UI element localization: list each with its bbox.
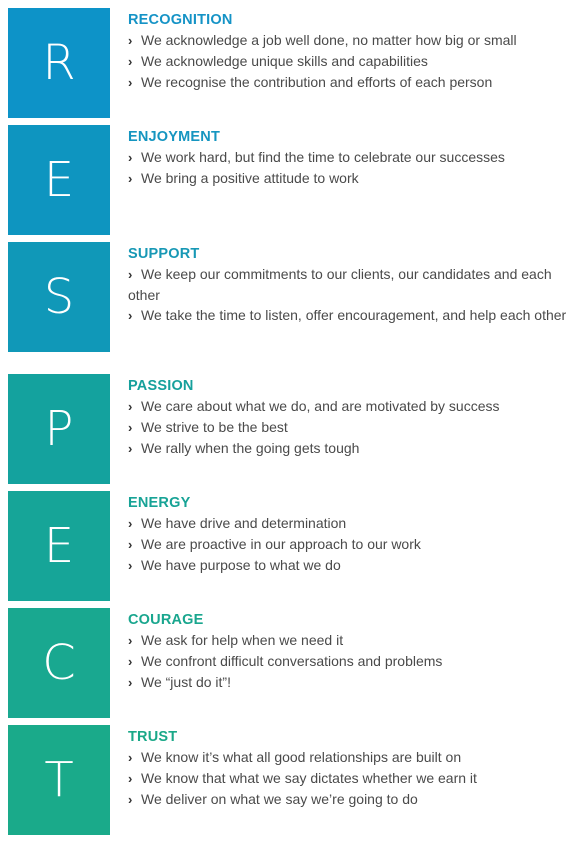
chevron-right-icon: ›	[128, 420, 133, 435]
value-content	[128, 377, 568, 459]
point-text: We confront difficult conversations and problems	[141, 653, 443, 669]
chevron-right-icon: ›	[128, 633, 133, 648]
letter-tile: P	[8, 374, 110, 484]
list-item	[128, 147, 568, 168]
chevron-right-icon: ›	[128, 54, 133, 69]
value-title: PASSION	[128, 378, 194, 394]
value-points	[128, 513, 568, 576]
point-text: We deliver on what we say we’re going to do	[141, 791, 418, 807]
chevron-right-icon: ›	[128, 750, 133, 765]
list-item	[128, 747, 568, 768]
chevron-right-icon: ›	[128, 267, 133, 282]
value-title: RECOGNITION	[128, 12, 233, 28]
letter-tile: E	[8, 125, 110, 235]
value-points	[128, 396, 568, 459]
value-points	[128, 264, 568, 326]
list-item	[128, 789, 568, 810]
chevron-right-icon: ›	[128, 171, 133, 186]
point-text: We rally when the going gets tough	[141, 440, 360, 456]
chevron-right-icon: ›	[128, 33, 133, 48]
point-text: We are proactive in our approach to our work	[141, 536, 421, 552]
point-text: We have purpose to what we do	[141, 557, 341, 573]
letter-tile: S	[8, 242, 110, 352]
point-text: We work hard, but find the time to celebrate our successes	[141, 149, 505, 165]
point-text: We bring a positive attitude to work	[141, 170, 359, 186]
value-content	[128, 728, 568, 810]
value-title: ENJOYMENT	[128, 129, 221, 145]
chevron-right-icon: ›	[128, 771, 133, 786]
point-text: We keep our commitments to our clients, our candidates and each other	[128, 266, 552, 303]
value-content	[128, 11, 568, 93]
value-points	[128, 630, 568, 693]
value-title: ENERGY	[128, 495, 191, 511]
point-text: We ask for help when we need it	[141, 632, 344, 648]
chevron-right-icon: ›	[128, 399, 133, 414]
point-text: We know that what we say dictates whether we earn it	[141, 770, 477, 786]
chevron-right-icon: ›	[128, 75, 133, 90]
letter-tile: E	[8, 491, 110, 601]
chevron-right-icon: ›	[128, 675, 133, 690]
point-text: We “just do it”!	[141, 674, 231, 690]
list-item	[128, 168, 568, 189]
chevron-right-icon: ›	[128, 537, 133, 552]
letter-tile: R	[8, 8, 110, 118]
list-item	[128, 305, 568, 326]
value-points	[128, 30, 568, 93]
list-item	[128, 264, 568, 305]
value-content	[128, 611, 568, 693]
value-title: SUPPORT	[128, 246, 200, 262]
chevron-right-icon: ›	[128, 441, 133, 456]
point-text: We know it’s what all good relationships are built on	[141, 749, 462, 765]
list-item	[128, 630, 568, 651]
list-item	[128, 30, 568, 51]
list-item	[128, 72, 568, 93]
point-text: We acknowledge unique skills and capabilities	[141, 53, 428, 69]
list-item	[128, 417, 568, 438]
value-title: COURAGE	[128, 612, 204, 628]
list-item	[128, 651, 568, 672]
point-text: We recognise the contribution and efforts of each person	[141, 74, 493, 90]
list-item	[128, 51, 568, 72]
chevron-right-icon: ›	[128, 792, 133, 807]
value-points	[128, 147, 568, 189]
letter-tile: C	[8, 608, 110, 718]
chevron-right-icon: ›	[128, 516, 133, 531]
point-text: We have drive and determination	[141, 515, 347, 531]
value-content	[128, 128, 568, 189]
list-item	[128, 555, 568, 576]
list-item	[128, 534, 568, 555]
letter-tile: T	[8, 725, 110, 835]
list-item	[128, 768, 568, 789]
point-text: We take the time to listen, offer encouragement, and help each other	[141, 307, 567, 323]
list-item	[128, 672, 568, 693]
value-points	[128, 747, 568, 810]
point-text: We care about what we do, and are motivated by success	[141, 398, 500, 414]
chevron-right-icon: ›	[128, 150, 133, 165]
list-item	[128, 513, 568, 534]
list-item	[128, 438, 568, 459]
value-content	[128, 245, 568, 326]
list-item	[128, 396, 568, 417]
chevron-right-icon: ›	[128, 654, 133, 669]
value-title: TRUST	[128, 729, 178, 745]
chevron-right-icon: ›	[128, 308, 133, 323]
point-text: We strive to be the best	[141, 419, 288, 435]
point-text: We acknowledge a job well done, no matter how big or small	[141, 32, 517, 48]
chevron-right-icon: ›	[128, 558, 133, 573]
value-content	[128, 494, 568, 576]
